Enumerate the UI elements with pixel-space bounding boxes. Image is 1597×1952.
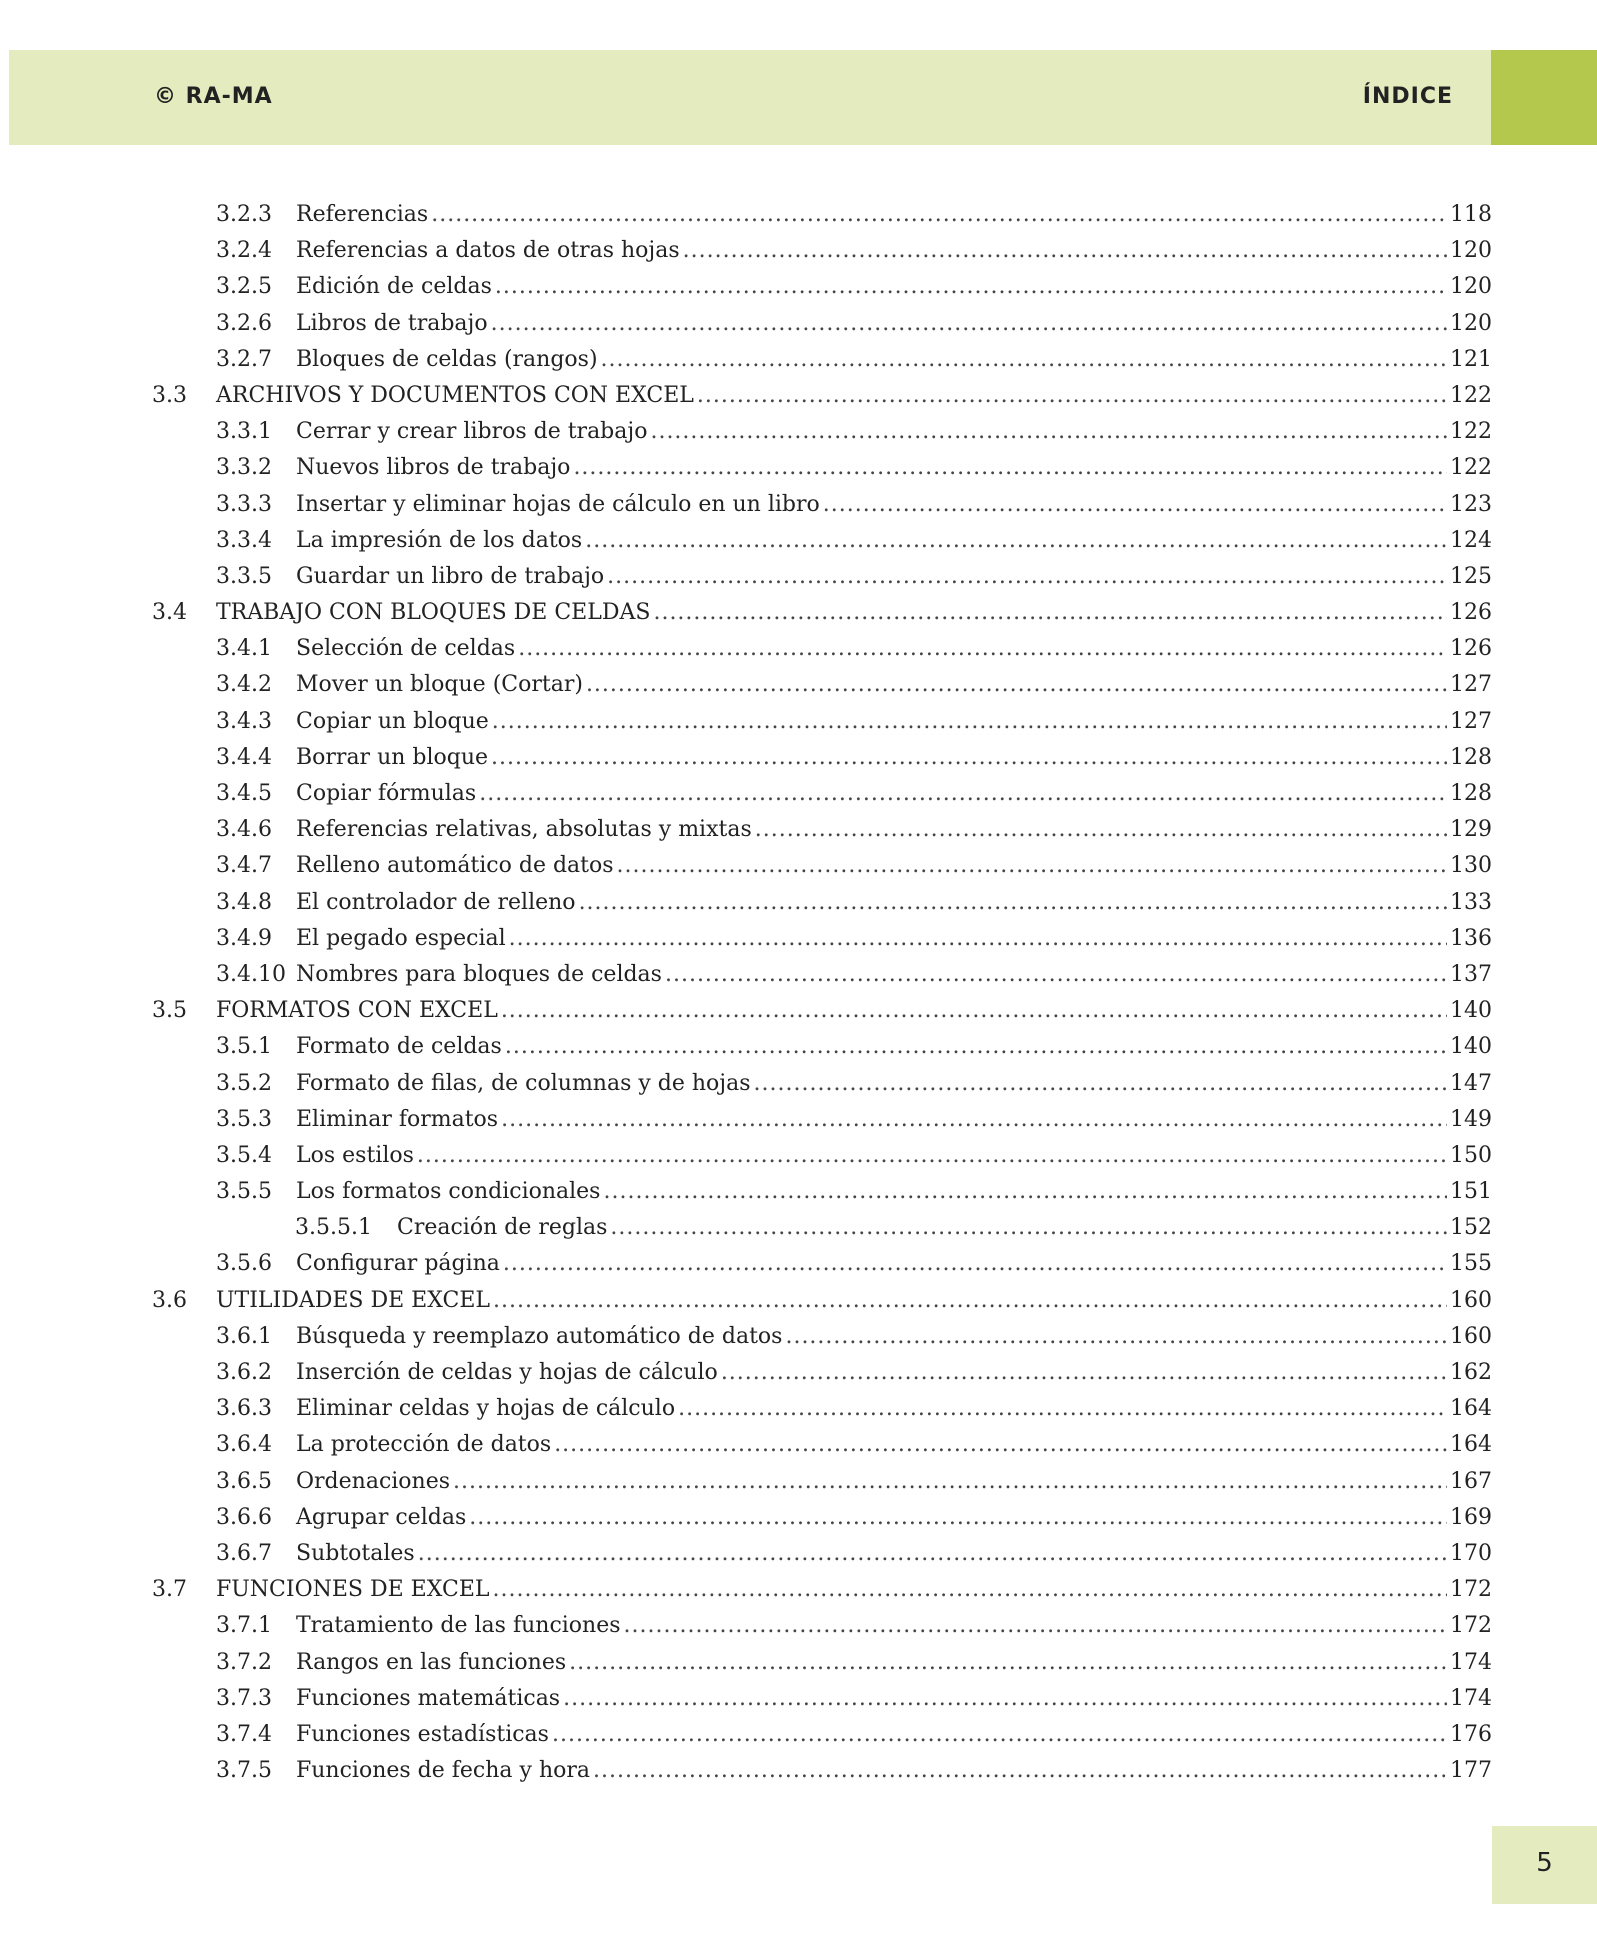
toc-entry-title: ARCHIVOS Y DOCUMENTOS CON EXCEL bbox=[216, 382, 694, 408]
toc-entry-number: 3.5.6 bbox=[216, 1251, 272, 1277]
toc-entry bbox=[152, 274, 1492, 310]
toc-dot-leader bbox=[683, 238, 1447, 263]
toc-entry bbox=[152, 1432, 1492, 1468]
toc-dot-leader bbox=[607, 564, 1447, 589]
toc-entry-number: 3.6.4 bbox=[216, 1432, 272, 1458]
toc-entry-page: 147 bbox=[1450, 1070, 1492, 1096]
toc-dot-leader bbox=[469, 1505, 1447, 1530]
toc-entry-title: Copiar un bloque bbox=[296, 708, 489, 734]
toc-entry bbox=[152, 238, 1492, 274]
toc-entry-number: 3.4 bbox=[152, 600, 187, 626]
toc-dot-leader bbox=[431, 202, 1447, 227]
toc-entry-title: Los formatos condicionales bbox=[296, 1179, 601, 1205]
toc-entry-number: 3.4.9 bbox=[216, 925, 272, 951]
toc-dot-leader bbox=[665, 962, 1447, 987]
toc-dot-leader bbox=[579, 890, 1447, 915]
toc-entry-page: 169 bbox=[1450, 1504, 1492, 1530]
toc-entry-page: 130 bbox=[1450, 853, 1492, 879]
toc-dot-leader bbox=[491, 311, 1447, 336]
toc-entry bbox=[152, 709, 1492, 745]
toc-entry-number: 3.3.2 bbox=[216, 455, 272, 481]
toc-entry-page: 164 bbox=[1450, 1432, 1492, 1458]
toc-entry-page: 125 bbox=[1450, 563, 1492, 589]
toc-entry-number: 3.4.5 bbox=[216, 781, 272, 806]
section-title: ÍNDICE bbox=[1362, 84, 1453, 109]
toc-dot-leader bbox=[509, 926, 1447, 951]
toc-entry-title: Subtotales bbox=[296, 1540, 415, 1566]
toc-entry bbox=[152, 1179, 1492, 1215]
toc-entry-title: Funciones matemáticas bbox=[296, 1685, 561, 1711]
toc-entry bbox=[152, 1288, 1492, 1324]
toc-entry-number: 3.7.2 bbox=[216, 1649, 272, 1675]
toc-entry-page: 160 bbox=[1450, 1287, 1492, 1313]
toc-entry-title: El pegado especial bbox=[296, 925, 506, 951]
toc-entry bbox=[152, 1360, 1492, 1396]
toc-entry-number: 3.4.6 bbox=[216, 817, 272, 843]
toc-entry-page: 177 bbox=[1450, 1758, 1492, 1784]
toc-entry-page: 174 bbox=[1450, 1685, 1492, 1711]
toc-entry-number: 3.3.5 bbox=[216, 563, 272, 589]
toc-entry bbox=[152, 1758, 1492, 1794]
toc-entry-page: 127 bbox=[1450, 708, 1492, 734]
toc-entry-title: Insertar y eliminar hojas de cálculo en un libro bbox=[296, 491, 820, 517]
toc-entry bbox=[152, 202, 1492, 238]
toc-entry-number: 3.4.2 bbox=[216, 672, 272, 698]
toc-entry-number: 3.3 bbox=[152, 382, 187, 408]
toc-entry-page: 126 bbox=[1450, 636, 1492, 662]
toc-entry-title: Agrupar celdas bbox=[296, 1504, 467, 1530]
publisher-label: © RA-MA bbox=[154, 84, 273, 109]
toc-entry bbox=[152, 1650, 1492, 1686]
toc-entry-title: Formato de filas, de columnas y de hojas bbox=[296, 1070, 751, 1096]
toc-dot-leader bbox=[697, 383, 1447, 408]
toc-dot-leader bbox=[650, 419, 1447, 444]
toc-entry-number: 3.6.7 bbox=[216, 1540, 272, 1566]
toc-entry bbox=[152, 1541, 1492, 1577]
toc-dot-leader bbox=[552, 1722, 1447, 1747]
toc-dot-leader bbox=[501, 1107, 1447, 1132]
toc-entry bbox=[152, 1722, 1492, 1758]
toc-dot-leader bbox=[624, 1613, 1447, 1638]
toc-entry bbox=[152, 1034, 1492, 1070]
toc-dot-leader bbox=[601, 347, 1447, 372]
toc-entry-title: Tratamiento de las funciones bbox=[296, 1613, 621, 1639]
toc-entry-number: 3.5.5.1 bbox=[295, 1215, 372, 1241]
toc-entry-title: Los estilos bbox=[296, 1142, 414, 1168]
toc-entry-number: 3.2.5 bbox=[216, 274, 272, 300]
toc-entry-page: 164 bbox=[1450, 1396, 1492, 1422]
toc-entry bbox=[152, 1469, 1492, 1505]
toc-entry bbox=[152, 745, 1492, 781]
toc-entry-page: 123 bbox=[1450, 491, 1492, 517]
toc-entry bbox=[152, 564, 1492, 600]
toc-entry-title: Configurar página bbox=[296, 1251, 500, 1277]
toc-entry bbox=[152, 636, 1492, 672]
toc-entry-number: 3.6.3 bbox=[216, 1396, 272, 1422]
toc-entry bbox=[152, 890, 1492, 926]
toc-dot-leader bbox=[518, 636, 1447, 661]
toc-dot-leader bbox=[491, 745, 1447, 770]
toc-entry-number: 3.4.1 bbox=[216, 636, 272, 662]
toc-entry-page: 129 bbox=[1450, 817, 1492, 843]
toc-entry-title: TRABAJO CON BLOQUES DE CELDAS bbox=[216, 600, 651, 626]
toc-entry-title: Nombres para bloques de celdas bbox=[296, 961, 662, 987]
toc-entry-title: UTILIDADES DE EXCEL bbox=[216, 1287, 491, 1313]
toc-entry bbox=[152, 1686, 1492, 1722]
toc-entry-number: 3.2.6 bbox=[216, 310, 272, 336]
toc-dot-leader bbox=[418, 1541, 1447, 1566]
toc-entry bbox=[152, 528, 1492, 564]
toc-dot-leader bbox=[754, 1071, 1447, 1096]
toc-entry-page: 137 bbox=[1450, 961, 1492, 987]
toc-entry-number: 3.6 bbox=[152, 1287, 187, 1313]
toc-entry-number: 3.6.2 bbox=[216, 1360, 272, 1385]
toc-entry-title: Formato de celdas bbox=[296, 1034, 502, 1060]
toc-entry-page: 124 bbox=[1450, 527, 1492, 553]
toc-dot-leader bbox=[603, 1179, 1447, 1204]
toc-entry-page: 128 bbox=[1450, 781, 1492, 806]
toc-entry-page: 172 bbox=[1450, 1577, 1492, 1603]
toc-entry-page: 162 bbox=[1450, 1360, 1492, 1385]
toc-dot-leader bbox=[755, 817, 1447, 842]
toc-entry-number: 3.6.1 bbox=[216, 1323, 272, 1349]
toc-entry-title: Mover un bloque (Cortar) bbox=[296, 672, 583, 698]
toc-entry bbox=[152, 672, 1492, 708]
header-accent-block bbox=[1491, 50, 1597, 145]
toc-dot-leader bbox=[453, 1469, 1447, 1494]
toc-entry-page: 155 bbox=[1450, 1251, 1492, 1277]
toc-entry bbox=[152, 347, 1492, 383]
toc-entry-page: 176 bbox=[1450, 1721, 1492, 1747]
toc-entry-page: 150 bbox=[1450, 1142, 1492, 1168]
toc-entry-page: 120 bbox=[1450, 274, 1492, 300]
toc-entry bbox=[152, 998, 1492, 1034]
toc-entry-page: 120 bbox=[1450, 310, 1492, 336]
toc-entry bbox=[152, 1577, 1492, 1613]
toc-entry-title: FORMATOS CON EXCEL bbox=[216, 998, 498, 1024]
toc-entry-title: La protección de datos bbox=[296, 1432, 552, 1458]
toc-entry-title: Funciones de fecha y hora bbox=[296, 1758, 591, 1784]
toc-entry-number: 3.6.6 bbox=[216, 1504, 272, 1530]
toc-entry-title: Búsqueda y reemplazo automático de datos bbox=[296, 1323, 783, 1349]
toc-entry-page: 151 bbox=[1450, 1179, 1492, 1205]
toc-dot-leader bbox=[569, 1650, 1447, 1675]
toc-entry-title: Eliminar celdas y hojas de cálculo bbox=[296, 1396, 676, 1422]
toc-entry-page: 120 bbox=[1450, 238, 1492, 264]
toc-entry-title: Referencias bbox=[296, 202, 429, 227]
toc-entry-number: 3.2.7 bbox=[216, 346, 272, 372]
toc-entry-number: 3.5.3 bbox=[216, 1106, 272, 1132]
toc-dot-leader bbox=[823, 492, 1447, 517]
toc-entry-page: 140 bbox=[1450, 998, 1492, 1024]
toc-entry-number: 3.3.4 bbox=[216, 527, 272, 553]
toc-entry bbox=[152, 1396, 1492, 1432]
toc-entry-number: 3.5.1 bbox=[216, 1034, 272, 1060]
toc-dot-leader bbox=[503, 1251, 1447, 1276]
toc-entry-page: 152 bbox=[1450, 1215, 1492, 1241]
toc-entry-page: 126 bbox=[1450, 600, 1492, 626]
toc-dot-leader bbox=[610, 1215, 1447, 1240]
toc-dot-leader bbox=[721, 1360, 1447, 1385]
table-of-contents bbox=[152, 202, 1492, 1794]
toc-entry bbox=[152, 781, 1492, 817]
toc-dot-leader bbox=[493, 1288, 1447, 1313]
toc-entry-number: 3.7.4 bbox=[216, 1721, 272, 1747]
toc-entry-title: Ordenaciones bbox=[296, 1468, 451, 1494]
toc-entry-title: Creación de reglas bbox=[397, 1215, 608, 1241]
toc-entry bbox=[152, 926, 1492, 962]
toc-dot-leader bbox=[479, 781, 1447, 806]
toc-entry bbox=[152, 311, 1492, 347]
toc-dot-leader bbox=[501, 998, 1447, 1023]
toc-dot-leader bbox=[593, 1758, 1447, 1783]
toc-entry bbox=[152, 1505, 1492, 1541]
toc-entry bbox=[152, 962, 1492, 998]
toc-entry bbox=[152, 1071, 1492, 1107]
toc-entry-title: Copiar fórmulas bbox=[296, 781, 477, 806]
toc-entry-page: 160 bbox=[1450, 1323, 1492, 1349]
toc-entry-page: 122 bbox=[1450, 419, 1492, 445]
toc-dot-leader bbox=[492, 709, 1447, 734]
toc-entry bbox=[152, 853, 1492, 889]
toc-entry-page: 149 bbox=[1450, 1106, 1492, 1132]
toc-entry-number: 3.6.5 bbox=[216, 1468, 272, 1494]
toc-dot-leader bbox=[493, 1577, 1447, 1602]
toc-entry bbox=[152, 1324, 1492, 1360]
toc-dot-leader bbox=[585, 528, 1447, 553]
toc-entry-number: 3.5.2 bbox=[216, 1070, 272, 1096]
toc-entry-title: Eliminar formatos bbox=[296, 1106, 499, 1132]
toc-entry-number: 3.2.3 bbox=[216, 202, 272, 227]
toc-entry-number: 3.7.1 bbox=[216, 1613, 272, 1639]
toc-entry-title: Relleno automático de datos bbox=[296, 853, 614, 879]
toc-entry-number: 3.4.7 bbox=[216, 853, 272, 879]
toc-entry-number: 3.7.5 bbox=[216, 1758, 272, 1784]
toc-entry-title: Cerrar y crear libros de trabajo bbox=[296, 419, 648, 445]
toc-entry bbox=[152, 600, 1492, 636]
toc-entry-number: 3.5.4 bbox=[216, 1142, 272, 1168]
toc-dot-leader bbox=[573, 455, 1447, 480]
toc-entry-page: 174 bbox=[1450, 1649, 1492, 1675]
toc-entry-title: La impresión de los datos bbox=[296, 527, 583, 553]
toc-entry bbox=[152, 1251, 1492, 1287]
toc-dot-leader bbox=[678, 1396, 1447, 1421]
toc-entry-title: El controlador de relleno bbox=[296, 889, 576, 915]
toc-dot-leader bbox=[554, 1432, 1447, 1457]
toc-entry bbox=[152, 1143, 1492, 1179]
toc-entry-page: 170 bbox=[1450, 1540, 1492, 1566]
toc-entry-number: 3.4.3 bbox=[216, 708, 272, 734]
toc-entry-number: 3.4.8 bbox=[216, 889, 272, 915]
toc-entry-page: 122 bbox=[1450, 382, 1492, 408]
toc-entry bbox=[152, 383, 1492, 419]
toc-entry-page: 136 bbox=[1450, 925, 1492, 951]
toc-dot-leader bbox=[653, 600, 1447, 625]
toc-entry-number: 3.3.1 bbox=[216, 419, 272, 445]
toc-entry-title: FUNCIONES DE EXCEL bbox=[216, 1577, 490, 1603]
toc-entry-title: Referencias relativas, absolutas y mixtas bbox=[296, 817, 752, 843]
toc-entry-title: Bloques de celdas (rangos) bbox=[296, 346, 598, 372]
toc-entry-number: 3.3.3 bbox=[216, 491, 272, 517]
toc-dot-leader bbox=[417, 1143, 1447, 1168]
toc-entry-title: Libros de trabajo bbox=[296, 310, 488, 336]
toc-entry-title: Borrar un bloque bbox=[296, 744, 489, 770]
toc-entry bbox=[152, 1107, 1492, 1143]
toc-entry-number: 3.7.3 bbox=[216, 1685, 272, 1711]
toc-entry-title: Edición de celdas bbox=[296, 274, 492, 300]
toc-dot-leader bbox=[563, 1686, 1447, 1711]
toc-entry-page: 128 bbox=[1450, 744, 1492, 770]
toc-entry bbox=[152, 1215, 1492, 1251]
toc-entry-page: 118 bbox=[1450, 202, 1492, 227]
toc-entry-page: 167 bbox=[1450, 1468, 1492, 1494]
toc-entry-page: 122 bbox=[1450, 455, 1492, 481]
toc-entry-title: Nuevos libros de trabajo bbox=[296, 455, 571, 481]
toc-entry-number: 3.7 bbox=[152, 1577, 187, 1603]
toc-entry-title: Guardar un libro de trabajo bbox=[296, 563, 605, 589]
toc-dot-leader bbox=[505, 1034, 1447, 1059]
toc-dot-leader bbox=[617, 853, 1447, 878]
toc-entry-number: 3.5.5 bbox=[216, 1179, 272, 1205]
toc-entry-title: Selección de celdas bbox=[296, 636, 516, 662]
toc-entry-page: 140 bbox=[1450, 1034, 1492, 1060]
toc-entry-title: Rangos en las funciones bbox=[296, 1649, 567, 1675]
page-number: 5 bbox=[1536, 1848, 1553, 1878]
toc-entry-number: 3.4.4 bbox=[216, 744, 272, 770]
toc-entry bbox=[152, 817, 1492, 853]
toc-entry-number: 3.4.10 bbox=[216, 961, 286, 987]
toc-entry-number: 3.5 bbox=[152, 998, 187, 1024]
page-number-box bbox=[1492, 1826, 1597, 1904]
toc-entry bbox=[152, 1613, 1492, 1649]
toc-entry-number: 3.2.4 bbox=[216, 238, 272, 264]
toc-dot-leader bbox=[785, 1324, 1447, 1349]
toc-entry bbox=[152, 492, 1492, 528]
toc-entry-title: Referencias a datos de otras hojas bbox=[296, 238, 680, 264]
toc-entry-page: 133 bbox=[1450, 889, 1492, 915]
toc-dot-leader bbox=[586, 672, 1447, 697]
toc-entry bbox=[152, 455, 1492, 491]
toc-entry-title: Funciones estadísticas bbox=[296, 1721, 549, 1747]
toc-entry-title: Inserción de celdas y hojas de cálculo bbox=[296, 1360, 718, 1385]
toc-dot-leader bbox=[495, 274, 1447, 299]
toc-entry-page: 172 bbox=[1450, 1613, 1492, 1639]
toc-entry-page: 127 bbox=[1450, 672, 1492, 698]
toc-entry bbox=[152, 419, 1492, 455]
toc-entry-page: 121 bbox=[1450, 346, 1492, 372]
